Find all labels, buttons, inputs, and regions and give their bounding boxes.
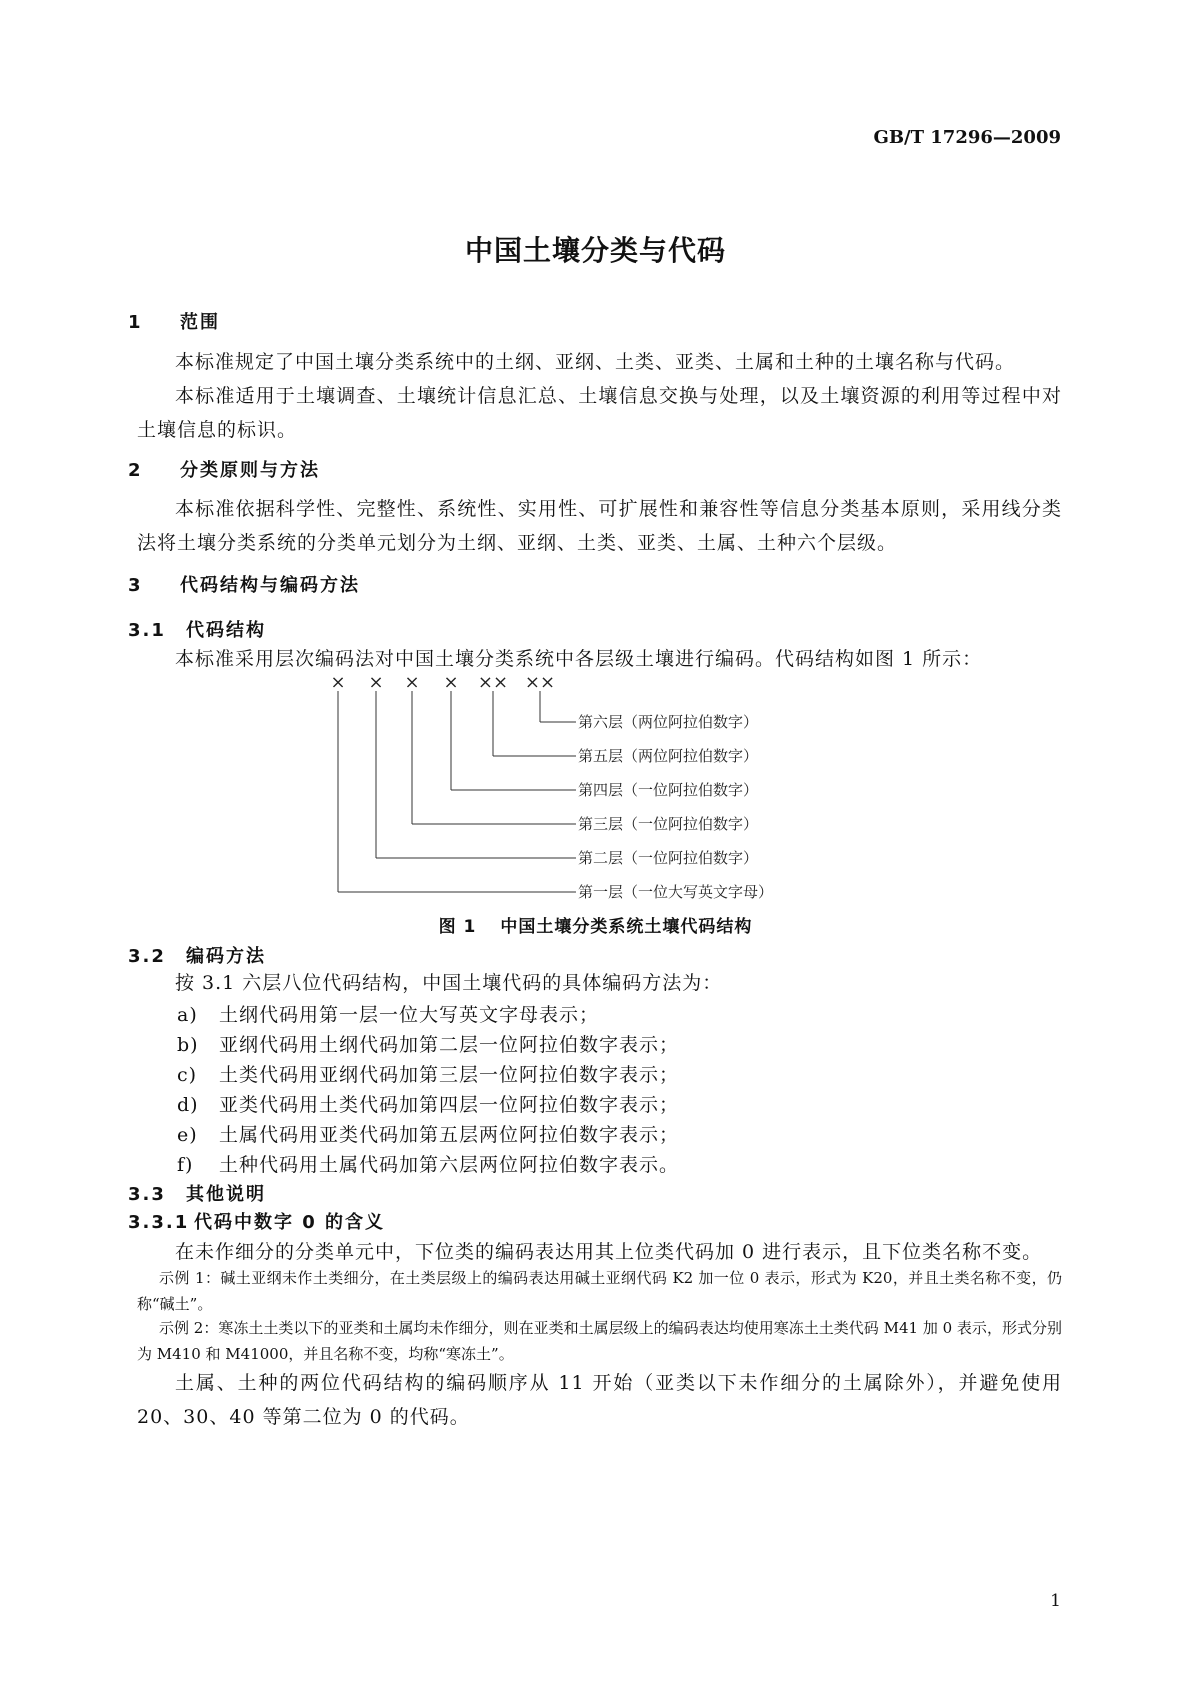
section-title: 代码中数字 0 的含义 bbox=[194, 1212, 386, 1233]
section-number: 3.2 bbox=[128, 946, 166, 967]
standard-number: GB/T 17296—2009 bbox=[873, 127, 1061, 148]
section-3-3-1-paragraph-1: 在未作细分的分类单元中，下位类的编码表达用其上位类代码加 0 进行表示，且下位类名称不变。 bbox=[175, 1241, 1043, 1263]
section-number: 3.3.1 bbox=[128, 1212, 190, 1233]
list-item bbox=[177, 1090, 679, 1117]
figure-number: 图 1 bbox=[438, 917, 477, 937]
section-3-3-1-paragraph-2: 土属、土种的两位代码结构的编码顺序从 11 开始（亚类以下未作细分的土属除外），并避免使用 20、30、40 等第二位为 0 的代码。 bbox=[137, 1372, 1062, 1428]
list-marker: f) bbox=[177, 1154, 194, 1176]
layer-label: 第五层（两位阿拉伯数字） bbox=[578, 747, 759, 765]
list-item bbox=[177, 1150, 679, 1177]
section-title: 代码结构与编码方法 bbox=[180, 575, 360, 596]
code-symbol-layer-3: × bbox=[404, 672, 420, 693]
section-title: 代码结构 bbox=[186, 620, 266, 641]
code-symbol-layer-6: ×× bbox=[524, 672, 556, 693]
layer-label: 第四层（一位阿拉伯数字） bbox=[578, 781, 759, 799]
section-1-paragraph-2: 本标准适用于土壤调查、土壤统计信息汇总、土壤信息交换与处理，以及土壤资源的利用等过程中对土壤信息的标识。 bbox=[137, 385, 1062, 441]
section-number: 2 bbox=[128, 460, 143, 481]
list-marker: b) bbox=[177, 1034, 199, 1056]
section-title: 分类原则与方法 bbox=[180, 460, 320, 481]
section-number: 3.3 bbox=[128, 1184, 166, 1205]
list-item bbox=[177, 1030, 679, 1057]
section-2-paragraph-1: 本标准依据科学性、完整性、系统性、实用性、可扩展性和兼容性等信息分类基本原则，采用线分类法将土壤分类系统的分类单元划分为土纲、亚纲、土类、亚类、土属、土种六个层级。 bbox=[137, 498, 1062, 554]
document-title: 中国土壤分类与代码 bbox=[464, 234, 726, 267]
example-1: 示例 1：碱土亚纲未作土类细分，在土类层级上的编码表达用碱土亚纲代码 K2 加一位 0 表示，形式为 K20，并且土类名称不变，仍称“碱土”。 bbox=[137, 1269, 1062, 1313]
list-text: 土纲代码用第一层一位大写英文字母表示； bbox=[219, 1004, 600, 1026]
page-number: 1 bbox=[1050, 1591, 1061, 1611]
section-3-2-intro: 按 3.1 六层八位代码结构，中国土壤代码的具体编码方法为： bbox=[175, 972, 723, 994]
code-symbol-layer-4: × bbox=[443, 672, 459, 693]
list-marker: e) bbox=[177, 1124, 198, 1146]
code-symbol-layer-1: × bbox=[330, 672, 346, 693]
list-text: 土类代码用亚纲代码加第三层一位阿拉伯数字表示； bbox=[219, 1064, 680, 1086]
code-symbol-layer-5: ×× bbox=[477, 672, 509, 693]
section-1-paragraph-1: 本标准规定了中国土壤分类系统中的土纲、亚纲、土类、亚类、土属和土种的土壤名称与代码。 bbox=[175, 351, 1016, 373]
list-marker: d) bbox=[177, 1094, 199, 1116]
section-title: 范围 bbox=[180, 312, 220, 333]
list-item bbox=[177, 1120, 679, 1147]
list-item bbox=[177, 1000, 599, 1027]
section-title: 编码方法 bbox=[186, 946, 266, 967]
layer-label: 第三层（一位阿拉伯数字） bbox=[578, 815, 759, 833]
figure-caption bbox=[0, 912, 1191, 937]
list-text: 亚纲代码用土纲代码加第二层一位阿拉伯数字表示； bbox=[219, 1034, 680, 1056]
list-marker: c) bbox=[177, 1064, 198, 1086]
section-number: 3.1 bbox=[128, 620, 166, 641]
section-3-3-1-heading bbox=[128, 1208, 385, 1234]
example-2: 示例 2：寒冻土土类以下的亚类和土属均未作细分，则在亚类和土属层级上的编码表达均使用寒冻土土类代码 M41 加 0 表示，形式分别为 M410 和 M41000，并且名称不变，均称“寒冻土”。 bbox=[137, 1319, 1062, 1363]
list-marker: a) bbox=[177, 1004, 198, 1026]
section-3-3-heading bbox=[128, 1180, 266, 1206]
list-text: 亚类代码用土类代码加第四层一位阿拉伯数字表示； bbox=[219, 1094, 680, 1116]
section-3-1-paragraph: 本标准采用层次编码法对中国土壤分类系统中各层级土壤进行编码。代码结构如图 1 所示： bbox=[175, 648, 983, 670]
section-3-2-heading bbox=[128, 942, 266, 968]
section-number: 1 bbox=[128, 312, 143, 333]
list-text: 土属代码用亚类代码加第五层两位阿拉伯数字表示； bbox=[219, 1124, 680, 1146]
figure-caption-text: 中国土壤分类系统土壤代码结构 bbox=[500, 917, 753, 937]
layer-label: 第二层（一位阿拉伯数字） bbox=[578, 849, 759, 867]
code-symbol-layer-2: × bbox=[368, 672, 384, 693]
layer-label: 第六层（两位阿拉伯数字） bbox=[578, 713, 759, 731]
layer-label: 第一层（一位大写英文字母） bbox=[578, 883, 774, 901]
section-title: 其他说明 bbox=[186, 1184, 266, 1205]
list-text: 土种代码用土属代码加第六层两位阿拉伯数字表示。 bbox=[219, 1154, 680, 1176]
section-number: 3 bbox=[128, 575, 143, 596]
list-item bbox=[177, 1060, 679, 1087]
